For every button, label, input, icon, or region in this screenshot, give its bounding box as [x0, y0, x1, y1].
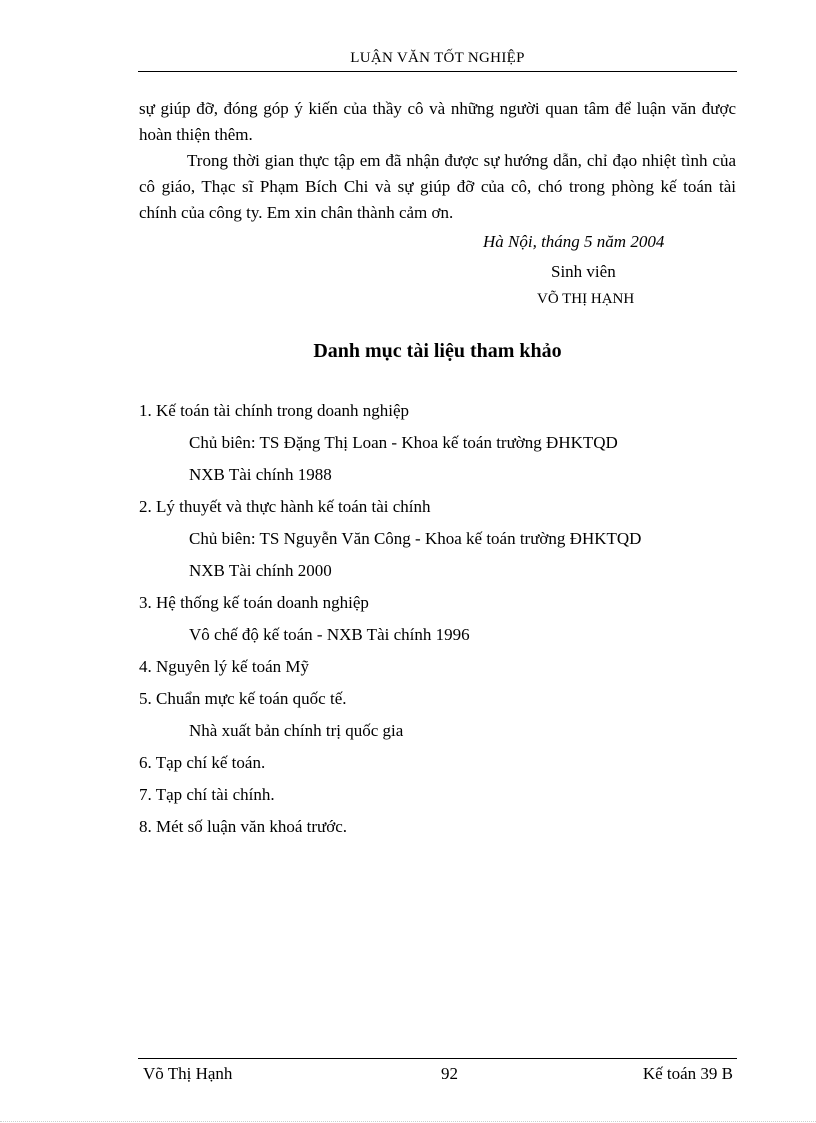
reference-detail: NXB Tài chính 1988	[189, 465, 332, 484]
reference-item: 5. Chuẩn mực kế toán quốc tế.	[139, 689, 347, 708]
body-text	[139, 96, 736, 226]
reference-item: 1. Kế toán tài chính trong doanh nghiệp	[139, 401, 410, 420]
page-edge-divider	[0, 1121, 816, 1122]
footer-author: Võ Thị Hạnh	[143, 1064, 233, 1083]
reference-detail: Vô chế độ kế toán - NXB Tài chính 1996	[189, 625, 470, 644]
references-list	[139, 400, 736, 848]
reference-item: 2. Lý thuyết và thực hành kế toán tài chính	[139, 497, 431, 516]
footer-divider	[138, 1058, 737, 1059]
paragraph-acknowledgement: Trong thời gian thực tập em đã nhận được sự hướng dẫn, chỉ đạo nhiệt tình của cô giáo, Thạc sĩ Phạm Bích Chi và sự giúp đỡ của cô, chó trong phòng kế toán tài chính của công ty. Em xin chân thành cảm ơn.	[139, 151, 736, 222]
signature-place-date: Hà Nội, tháng 5 năm 2004	[483, 232, 665, 251]
paragraph-continuation: sự giúp đỡ, đóng góp ý kiến của thầy cô và những người quan tâm để luận văn được hoàn thiện thêm.	[139, 99, 736, 144]
page-header: LUẬN VĂN TỐT NGHIỆP	[138, 50, 737, 72]
reference-item: 8. Mét số luận văn khoá trước.	[139, 817, 347, 836]
references-title: Danh mục tài liệu tham khảo	[313, 340, 562, 362]
signature-name: VÕ THỊ HẠNH	[537, 291, 635, 307]
footer-class: Kế toán 39 B	[642, 1064, 733, 1083]
reference-item: 4. Nguyên lý kế toán Mỹ	[139, 657, 309, 676]
signature-role: Sinh viên	[551, 262, 616, 281]
reference-item: 7. Tạp chí tài chính.	[139, 785, 275, 804]
footer-page-number: 92	[441, 1064, 458, 1083]
reference-item: 6. Tạp chí kế toán.	[139, 753, 266, 772]
reference-item: 3. Hệ thống kế toán doanh nghiệp	[139, 593, 369, 612]
reference-detail: Nhà xuất bản chính trị quốc gia	[189, 721, 404, 740]
reference-detail: NXB Tài chính 2000	[189, 561, 332, 580]
reference-detail: Chủ biên: TS Nguyễn Văn Công - Khoa kế toán trường ĐHKTQD	[189, 529, 642, 548]
reference-detail: Chủ biên: TS Đặng Thị Loan - Khoa kế toán trường ĐHKTQD	[189, 433, 618, 452]
